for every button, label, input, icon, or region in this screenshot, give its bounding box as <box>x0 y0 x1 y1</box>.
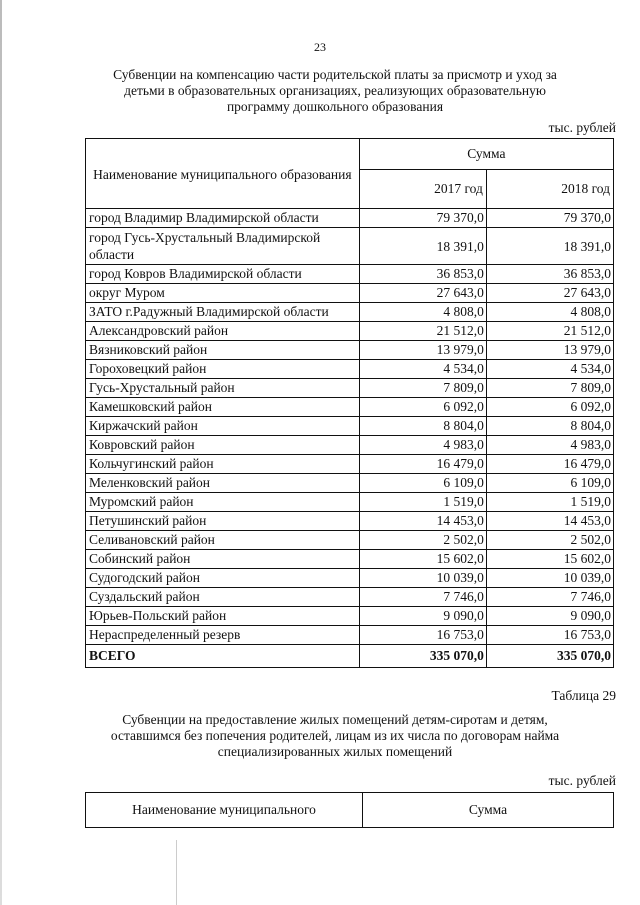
row-name: Киржачский район <box>86 417 360 436</box>
row-value-2018: 21 512,0 <box>486 322 613 341</box>
header-name: Наименование муниципального образования <box>86 139 360 209</box>
total-label: ВСЕГО <box>86 645 360 668</box>
table-row <box>86 417 614 436</box>
table-row <box>86 626 614 645</box>
row-value-2018: 7 746,0 <box>486 588 613 607</box>
row-value-2017: 9 090,0 <box>359 607 486 626</box>
row-value-2018: 6 109,0 <box>486 474 613 493</box>
row-value-2018: 10 039,0 <box>486 569 613 588</box>
row-name: город Владимир Владимирской области <box>86 209 360 228</box>
row-value-2018: 13 979,0 <box>486 341 613 360</box>
table-row <box>86 512 614 531</box>
row-value-2017: 79 370,0 <box>359 209 486 228</box>
t29-header-sum: Сумма <box>363 793 614 828</box>
table-body <box>86 209 614 645</box>
row-value-2017: 10 039,0 <box>359 569 486 588</box>
row-value-2018: 16 753,0 <box>486 626 613 645</box>
row-value-2017: 4 808,0 <box>359 303 486 322</box>
total-2017: 335 070,0 <box>359 645 486 668</box>
row-name: Петушинский район <box>86 512 360 531</box>
row-value-2018: 7 809,0 <box>486 379 613 398</box>
row-value-2018: 4 808,0 <box>486 303 613 322</box>
row-name: Ковровский район <box>86 436 360 455</box>
row-name: Гусь-Хрустальный район <box>86 379 360 398</box>
row-value-2017: 4 534,0 <box>359 360 486 379</box>
table-row <box>86 455 614 474</box>
table-row <box>86 531 614 550</box>
row-value-2017: 16 479,0 <box>359 455 486 474</box>
row-name: город Гусь-Хрустальный Владимирской области <box>86 228 360 265</box>
row-value-2017: 13 979,0 <box>359 341 486 360</box>
table-row <box>86 588 614 607</box>
row-name: Нераспределенный резерв <box>86 626 360 645</box>
table-row <box>86 360 614 379</box>
row-value-2018: 8 804,0 <box>486 417 613 436</box>
table-row <box>86 341 614 360</box>
total-row <box>86 645 614 668</box>
row-name: город Ковров Владимирской области <box>86 265 360 284</box>
row-value-2017: 6 109,0 <box>359 474 486 493</box>
row-value-2018: 1 519,0 <box>486 493 613 512</box>
header-year-2018: 2018 год <box>486 170 613 209</box>
row-value-2018: 27 643,0 <box>486 284 613 303</box>
row-value-2018: 4 983,0 <box>486 436 613 455</box>
table-row <box>86 209 614 228</box>
row-name: Собинский район <box>86 550 360 569</box>
row-value-2017: 2 502,0 <box>359 531 486 550</box>
row-value-2017: 4 983,0 <box>359 436 486 455</box>
section2-title: Субвенции на предоставление жилых помещений детям-сиротам и детям, оставшимся без попечения родителей, лицам из их числа по договорам найма специализированных жилых помещений <box>110 712 560 759</box>
table-row <box>86 569 614 588</box>
scan-artifact-line <box>176 840 177 905</box>
table-row <box>86 303 614 322</box>
row-value-2018: 14 453,0 <box>486 512 613 531</box>
table-row <box>86 322 614 341</box>
row-value-2017: 6 092,0 <box>359 398 486 417</box>
row-value-2017: 1 519,0 <box>359 493 486 512</box>
row-value-2018: 6 092,0 <box>486 398 613 417</box>
row-value-2017: 15 602,0 <box>359 550 486 569</box>
table-row <box>86 398 614 417</box>
row-value-2017: 21 512,0 <box>359 322 486 341</box>
t29-header-name: Наименование муниципального <box>86 793 363 828</box>
row-name: Судогодский район <box>86 569 360 588</box>
row-value-2018: 9 090,0 <box>486 607 613 626</box>
row-value-2017: 7 809,0 <box>359 379 486 398</box>
row-value-2017: 27 643,0 <box>359 284 486 303</box>
row-value-2018: 79 370,0 <box>486 209 613 228</box>
header-year-2017: 2017 год <box>359 170 486 209</box>
row-name: Гороховецкий район <box>86 360 360 379</box>
total-2018: 335 070,0 <box>486 645 613 668</box>
table-row <box>86 379 614 398</box>
row-value-2018: 16 479,0 <box>486 455 613 474</box>
section2-units: тыс. рублей <box>548 773 616 788</box>
page-number: 23 <box>314 40 326 54</box>
scan-edge <box>0 0 2 905</box>
row-value-2018: 2 502,0 <box>486 531 613 550</box>
table-row <box>86 550 614 569</box>
row-value-2018: 4 534,0 <box>486 360 613 379</box>
row-name: Александровский район <box>86 322 360 341</box>
table-row <box>86 265 614 284</box>
table-row <box>86 228 614 265</box>
header-sum: Сумма <box>359 139 613 170</box>
row-name: Вязниковский район <box>86 341 360 360</box>
table-row <box>86 607 614 626</box>
section1-units: тыс. рублей <box>548 120 616 135</box>
table-row <box>86 436 614 455</box>
table-row <box>86 493 614 512</box>
table-29 <box>85 792 614 828</box>
row-name: Юрьев-Польский район <box>86 607 360 626</box>
row-name: Меленковский район <box>86 474 360 493</box>
table-row <box>86 284 614 303</box>
row-value-2018: 15 602,0 <box>486 550 613 569</box>
row-value-2017: 16 753,0 <box>359 626 486 645</box>
row-value-2017: 18 391,0 <box>359 228 486 265</box>
row-name: ЗАТО г.Радужный Владимирской области <box>86 303 360 322</box>
row-name: Кольчугинский район <box>86 455 360 474</box>
row-name: Селивановский район <box>86 531 360 550</box>
row-value-2018: 18 391,0 <box>486 228 613 265</box>
table-row <box>86 474 614 493</box>
row-value-2017: 8 804,0 <box>359 417 486 436</box>
row-name: Камешковский район <box>86 398 360 417</box>
row-name: Суздальский район <box>86 588 360 607</box>
row-value-2017: 7 746,0 <box>359 588 486 607</box>
row-value-2017: 36 853,0 <box>359 265 486 284</box>
table-29-label: Таблица 29 <box>551 688 616 703</box>
row-name: округ Муром <box>86 284 360 303</box>
section1-title: Субвенции на компенсацию части родительской платы за присмотр и уход за детьми в образовательных организациях, реализующих образовательную программу дошкольного образования <box>113 67 557 114</box>
row-name: Муромский район <box>86 493 360 512</box>
row-value-2018: 36 853,0 <box>486 265 613 284</box>
subsidy-table <box>85 138 614 668</box>
row-value-2017: 14 453,0 <box>359 512 486 531</box>
